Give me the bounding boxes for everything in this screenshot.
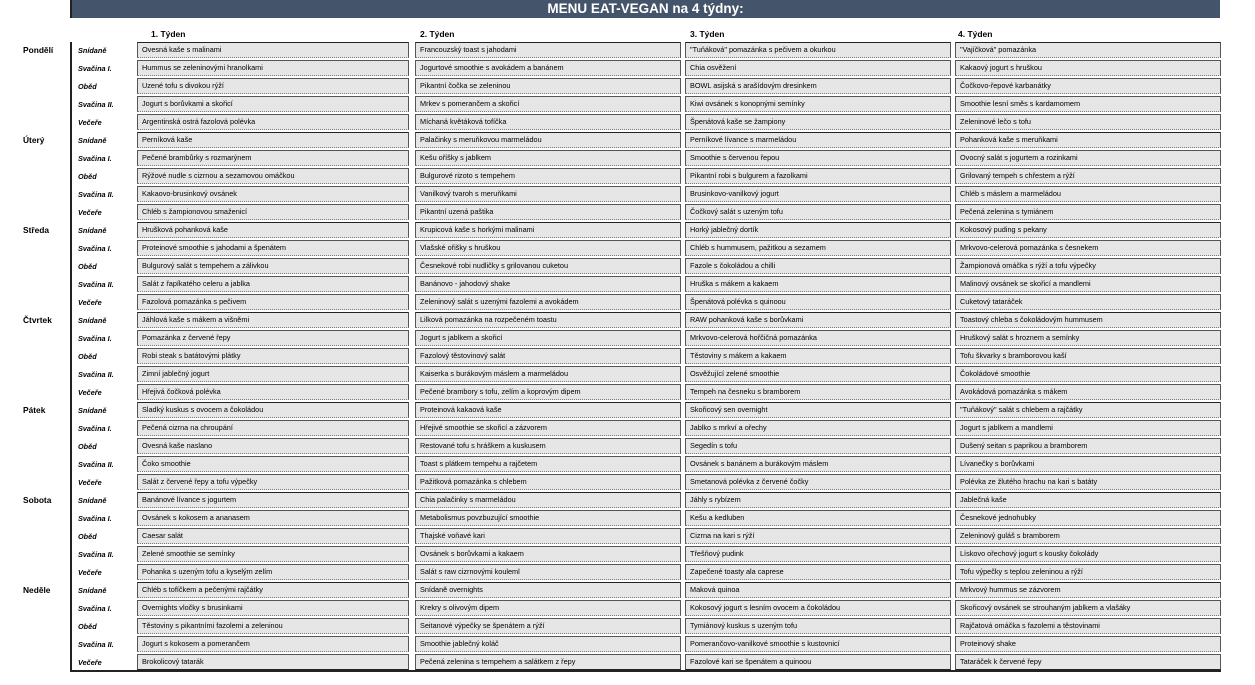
meal-label: Snídaně [78,226,107,235]
meal-label: Svačina I. [78,424,112,433]
meal-cell: Kiwi ovsánek s konopnými semínky [685,96,951,112]
meal-cell: Restované tofu s hráškem a kuskusem [415,438,681,454]
meal-cell: Pečená cizrna na chroupání [137,420,409,436]
meal-label: Večeře [78,118,102,127]
meal-cell: Snídaně overnights [415,582,681,598]
meal-cell: Thajské voňavé kari [415,528,681,544]
meal-cell: Fazole s čokoládou a chilli [685,258,951,274]
meal-cell: Kokosový puding s pekany [955,222,1221,238]
meal-label: Snídaně [78,316,107,325]
meal-cell: Pečené brambůrky s rozmarýnem [137,150,409,166]
meal-label: Svačina I. [78,154,112,163]
meal-label: Oběd [78,532,97,541]
meal-label: Snídaně [78,586,107,595]
meal-cell: Kešu oříšky s jablkem [415,150,681,166]
meal-label: Svačina II. [78,640,114,649]
meal-cell: Chléb s máslem a marmeládou [955,186,1221,202]
meal-cell: Chléb s hummusem, pažitkou a sezamem [685,240,951,256]
meal-cell: Rýžové nudle s cizrnou a sezamovou omáčkou [137,168,409,184]
meal-cell: Smoothie jablečný koláč [415,636,681,652]
meal-cell: Těstoviny s mákem a kakaem [685,348,951,364]
meal-cell: Fazolový těstovinový salát [415,348,681,364]
meal-cell: Maková quinoa [685,582,951,598]
meal-cell: Hruška s mákem a kakaem [685,276,951,292]
meal-cell: Lískovo ořechový jogurt s kousky čokolády [955,546,1221,562]
meal-cell: "Tuňákový" salát s chlebem a rajčátky [955,402,1221,418]
meal-cell: Tataráček k červené řepy [955,654,1221,670]
meal-label: Večeře [78,208,102,217]
meal-cell: Pohanka s uzeným tofu a kyselým zelím [137,564,409,580]
meal-cell: Česnekové jednohubky [955,510,1221,526]
meal-label: Svačina I. [78,514,112,523]
meal-cell: Proteinový shake [955,636,1221,652]
meal-cell: Kaiserka s burákovým máslem a marmeládou [415,366,681,382]
meal-cell: Sladký kuskus s ovocem a čokoládou [137,402,409,418]
meal-cell: Tofu výpečky s teplou zeleninou a rýží [955,564,1221,580]
meal-cell: Brokolicový tatarák [137,654,409,670]
meal-cell: Jogurt s jablkem a mandlemi [955,420,1221,436]
meal-cell: Čoko smoothie [137,456,409,472]
meal-cell: Těstoviny s pikantními fazolemi a zeleninou [137,618,409,634]
meal-cell: "Tuňáková" pomazánka s pečivem a okurkou [685,42,951,58]
meal-cell: Hrušková pohanková kaše [137,222,409,238]
meal-label: Svačina II. [78,550,114,559]
meal-cell: Špenátová kaše se žampiony [685,114,951,130]
meal-cell: Bulgurové rizoto s tempehem [415,168,681,184]
meal-cell: Kakaový jogurt s hruškou [955,60,1221,76]
meal-cell: Salát z řapíkatého celeru a jablka [137,276,409,292]
meal-cell: Uzené tofu s divokou rýží [137,78,409,94]
meal-cell: Salát s raw cizrnovými kouleml [415,564,681,580]
meal-cell: Lívanečky s borůvkami [955,456,1221,472]
meal-cell: Palačinky s meruňkovou marmeládou [415,132,681,148]
meal-cell: Pečená zelenina s tymiánem [955,204,1221,220]
meal-label: Večeře [78,478,102,487]
meal-cell: Toastový chleba s čokoládovým hummusem [955,312,1221,328]
meal-cell: Třešňový pudink [685,546,951,562]
day-label: Sobota [23,495,52,505]
week-header-1: 1. Týden [151,29,186,39]
meal-label: Oběd [78,82,97,91]
meal-cell: Tempeh na česneku s bramborem [685,384,951,400]
meal-cell: Ovsánek s banánem a burákovým máslem [685,456,951,472]
meal-cell: Mrkvovo-celerová pomazánka s česnekem [955,240,1221,256]
meal-cell: Jogurtové smoothie s avokádem a banánem [415,60,681,76]
meal-cell: Jogurt s borůvkami a skořicí [137,96,409,112]
meal-cell: Pomazánka z červené řepy [137,330,409,346]
meal-cell: Zapečené toasty ala caprese [685,564,951,580]
meal-cell: Chléb s tofíčkem a pečenými rajčátky [137,582,409,598]
meal-label: Snídaně [78,406,107,415]
meal-cell: Proteinová kakaová kaše [415,402,681,418]
meal-cell: Jablečná kaše [955,492,1221,508]
meal-cell: Jogurt s jablkem a skořicí [415,330,681,346]
meal-cell: Ovesná kaše naslano [137,438,409,454]
meal-cell: Kokosový jogurt s lesním ovocem a čokoládou [685,600,951,616]
meal-label: Svačina II. [78,370,114,379]
meal-cell: Míchaná květáková tofíčka [415,114,681,130]
meal-cell: Ovsánek s borůvkami a kakaem [415,546,681,562]
meal-cell: Chia palačinky s marmeládou [415,492,681,508]
meal-cell: Pečená zelenina s tempehem a salátkem z řepy [415,654,681,670]
meal-label: Snídaně [78,136,107,145]
meal-cell: Salát z červené řepy a tofu výpečky [137,474,409,490]
meal-cell: Pečené brambory s tofu, zelím a koprovým dipem [415,384,681,400]
meal-cell: Smetanová polévka z červené čočky [685,474,951,490]
meal-cell: Robi steak s batátovými plátky [137,348,409,364]
meal-cell: Kešu a kedluben [685,510,951,526]
meal-cell: Pikantní čočka se zeleninou [415,78,681,94]
meal-label: Svačina I. [78,64,112,73]
meal-cell: BOWL asijská s arašídovým dresinkem [685,78,951,94]
frame-top-edge [70,0,72,18]
meal-cell: Zeleninový salát s uzenými fazolemi a avokádem [415,294,681,310]
meal-cell: Skořicový ovsánek se strouhaným jablkem a vlašáky [955,600,1221,616]
meal-cell: Ovesná kaše s malinami [137,42,409,58]
meal-cell: Banánové lívance s jogurtem [137,492,409,508]
meal-cell: Perníkové lívance s marmeládou [685,132,951,148]
meal-cell: Pohanková kaše s meruňkami [955,132,1221,148]
meal-cell: Cuketový tataráček [955,294,1221,310]
meal-cell: Fazolové kari se špenátem a quinoou [685,654,951,670]
meal-cell: Jáhlová kaše s mákem a višněmi [137,312,409,328]
day-label: Neděle [23,585,51,595]
meal-cell: Pikantní uzená paštika [415,204,681,220]
meal-cell: Francouzský toast s jahodami [415,42,681,58]
meal-cell: Zelené smoothie se semínky [137,546,409,562]
meal-cell: Metabolismus povzbuzující smoothie [415,510,681,526]
meal-cell: RAW pohanková kaše s borůvkami [685,312,951,328]
week-header-3: 3. Týden [690,29,725,39]
meal-cell: Hřejivá čočková polévka [137,384,409,400]
day-label: Čtvrtek [23,315,52,325]
day-label: Pátek [23,405,46,415]
meal-cell: Pikantní robi s bulgurem a fazolkami [685,168,951,184]
day-label: Středa [23,225,50,235]
meal-cell: Bulgurový salát s tempehem a zálivkou [137,258,409,274]
day-label: Úterý [23,135,45,145]
meal-cell: Brusinkovo-vanilkový jogurt [685,186,951,202]
meal-cell: Zeleninové lečo s tofu [955,114,1221,130]
meal-cell: Čočkovo-řepové karbanátky [955,78,1221,94]
meal-cell: Vlašské ořišky s hruškou [415,240,681,256]
meal-label: Svačina I. [78,244,112,253]
meal-cell: Žampionová omáčka s rýží a tofu výpečky [955,258,1221,274]
meal-cell: Caesar salát [137,528,409,544]
week-header-4: 4. Týden [958,29,993,39]
meal-cell: Dušený seitan s paprikou a bramborem [955,438,1221,454]
meal-cell: Chia osvěžení [685,60,951,76]
meal-label: Svačina II. [78,100,114,109]
meal-cell: Hřejivé smoothie se skořicí a zázvorem [415,420,681,436]
meal-label: Oběd [78,262,97,271]
meal-cell: Fazolová pomazánka s pečivem [137,294,409,310]
meal-label: Snídaně [78,46,107,55]
meal-cell: Seitanové výpečky se špenátem a rýží [415,618,681,634]
meal-label: Snídaně [78,496,107,505]
meal-cell: Cizrna na kari s rýží [685,528,951,544]
meal-cell: Skořicový sen overnight [685,402,951,418]
meal-cell: Mrkvový hummus se zázvorem [955,582,1221,598]
meal-cell: Horký jablečný dortík [685,222,951,238]
meal-cell: Overnights vločky s brusinkami [137,600,409,616]
meal-cell: Perníková kaše [137,132,409,148]
meal-cell: Zeleninový guláš s bramborem [955,528,1221,544]
menu-title: MENU EAT-VEGAN na 4 týdny: [71,0,1220,18]
meal-cell: Pomerančovo-vanilkové smoothie s kustovnicí [685,636,951,652]
meal-label: Svačina II. [78,280,114,289]
meal-cell: Rajčatová omáčka s fazolemi a těstovinami [955,618,1221,634]
meal-cell: Pažitková pomazánka s chlebem [415,474,681,490]
meal-cell: Ovocný salát s jogurtem a rozinkami [955,150,1221,166]
meal-cell: Jablko s mrkví a ořechy [685,420,951,436]
meal-cell: Mrkvovo-celerová hořčičná pomazánka [685,330,951,346]
meal-cell: Krekry s olivovým dipem [415,600,681,616]
meal-label: Oběd [78,442,97,451]
meal-cell: Kakaovo-brusinkový ovsánek [137,186,409,202]
week-header-2: 2. Týden [420,29,455,39]
meal-cell: Lilková pomazánka na rozpečeném toastu [415,312,681,328]
meal-label: Svačina II. [78,190,114,199]
meal-cell: Smoothie s červenou řepou [685,150,951,166]
meal-label: Večeře [78,658,102,667]
meal-cell: Chléb s žampionovou smaženicí [137,204,409,220]
frame-bottom-border [70,670,1221,672]
meal-label: Oběd [78,172,97,181]
meal-label: Oběd [78,352,97,361]
meal-label: Oběd [78,622,97,631]
meal-cell: "Vajíčková" pomazánka [955,42,1221,58]
meal-label: Svačina I. [78,334,112,343]
meal-cell: Toast s plátkem tempehu a rajčetem [415,456,681,472]
meal-label: Večeře [78,388,102,397]
meal-label: Svačina I. [78,604,112,613]
meal-label: Svačina II. [78,460,114,469]
meal-cell: Tofu škvarky s bramborovou kaší [955,348,1221,364]
meal-cell: Čočkový salát s uzeným tofu [685,204,951,220]
meal-cell: Tymiánový kuskus s uzeným tofu [685,618,951,634]
frame-left-border [70,42,72,670]
meal-cell: Ovsánek s kokosem a ananasem [137,510,409,526]
meal-cell: Grilovaný tempeh s chřestem a rýží [955,168,1221,184]
meal-cell: Vanilkový tvaroh s meruňkami [415,186,681,202]
meal-cell: Česnekové robi nudličky s grilovanou cuketou [415,258,681,274]
meal-cell: Polévka ze žlutého hrachu na kari s batáty [955,474,1221,490]
meal-cell: Zimní jablečný jogurt [137,366,409,382]
meal-cell: Malinový ovsánek se skořicí a mandlemi [955,276,1221,292]
meal-cell: Krupicová kaše s horkými malinami [415,222,681,238]
day-label: Pondělí [23,45,54,55]
meal-label: Večeře [78,298,102,307]
meal-cell: Banánovo - jahodový shake [415,276,681,292]
meal-cell: Mrkev s pomerančem a skořicí [415,96,681,112]
meal-cell: Proteinové smoothie s jahodami a špenátem [137,240,409,256]
meal-cell: Jogurt s kokosem a pomerančem [137,636,409,652]
meal-cell: Avokádová pomazánka s mákem [955,384,1221,400]
meal-cell: Hruškový salát s hroznem a semínky [955,330,1221,346]
meal-cell: Segedín s tofu [685,438,951,454]
meal-cell: Čokoládové smoothie [955,366,1221,382]
meal-cell: Argentinská ostrá fazolová polévka [137,114,409,130]
meal-cell: Špenátová polévka s quinoou [685,294,951,310]
meal-label: Večeře [78,568,102,577]
meal-cell: Jáhly s rybízem [685,492,951,508]
meal-cell: Hummus se zeleninovými hranolkami [137,60,409,76]
meal-cell: Osvěžující zelené smoothie [685,366,951,382]
meal-cell: Smoothie lesní směs s kardamomem [955,96,1221,112]
